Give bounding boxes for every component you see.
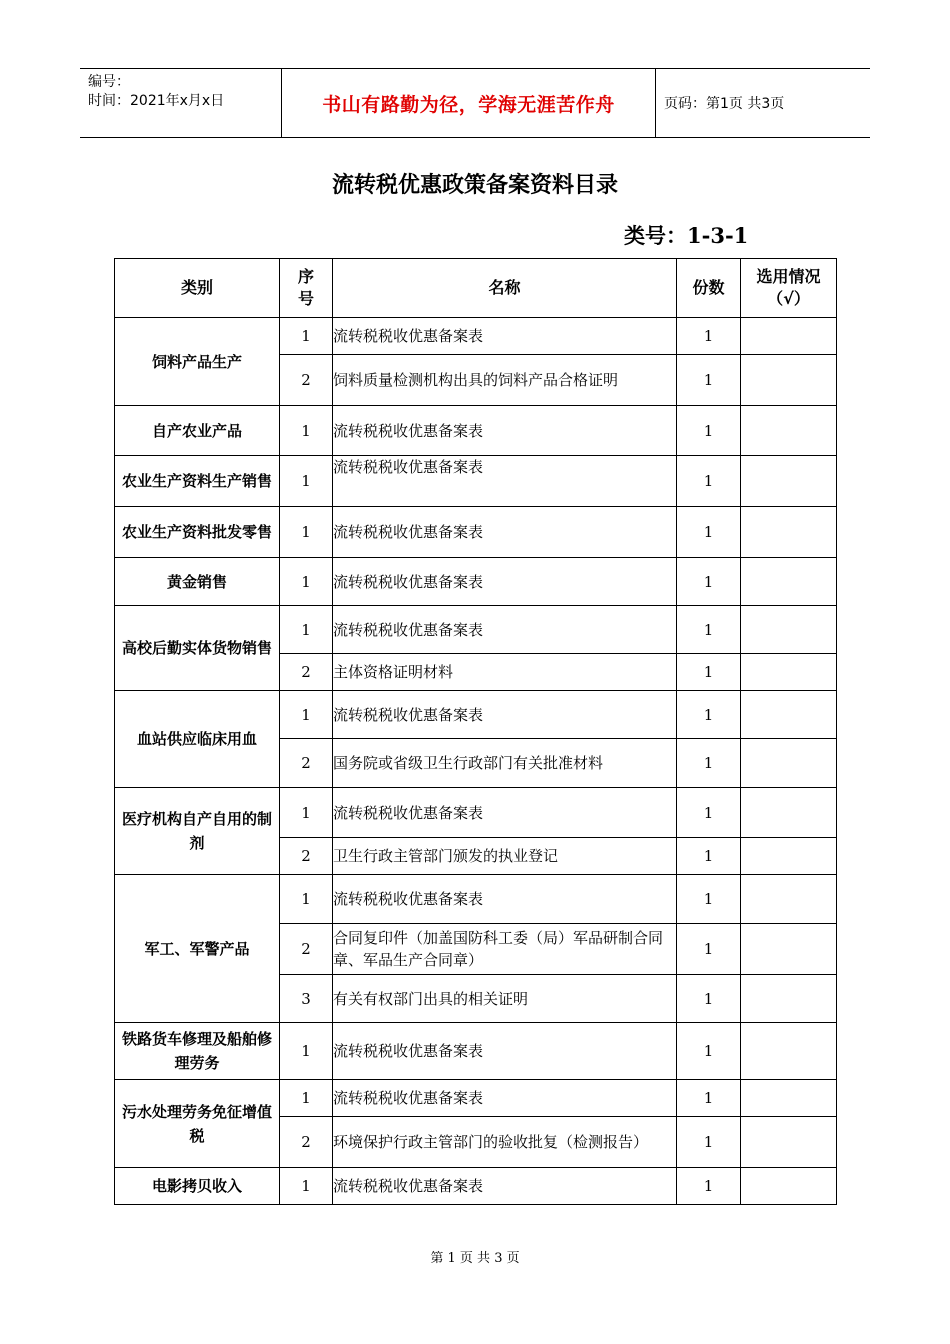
category-cell: 污水处理劳务免征增值税 <box>115 1080 280 1168</box>
copies-cell: 1 <box>677 558 741 606</box>
copies-cell: 1 <box>677 507 741 558</box>
selected-cell[interactable] <box>741 654 837 691</box>
copies-cell: 1 <box>677 1023 741 1080</box>
header-meta <box>80 69 281 137</box>
seq-cell: 1 <box>280 1023 333 1080</box>
seq-cell: 3 <box>280 975 333 1023</box>
selected-cell[interactable] <box>741 739 837 788</box>
table-row <box>115 406 837 456</box>
name-cell: 国务院或省级卫生行政部门有关批准材料 <box>333 739 677 788</box>
name-cell: 流转税税收优惠备案表 <box>333 1023 677 1080</box>
table-row <box>115 318 837 355</box>
table-row <box>115 606 837 654</box>
seq-cell: 1 <box>280 507 333 558</box>
header-page-info: 页码：第1页 共3页 <box>664 96 785 112</box>
seq-cell: 1 <box>280 406 333 456</box>
selected-cell[interactable] <box>741 507 837 558</box>
table-row <box>115 507 837 558</box>
copies-cell: 1 <box>677 318 741 355</box>
name-cell: 流转税税收优惠备案表 <box>333 318 677 355</box>
seq-cell: 2 <box>280 838 333 875</box>
name-cell: 流转税税收优惠备案表 <box>333 875 677 924</box>
table-row <box>115 558 837 606</box>
seq-cell: 1 <box>280 1168 333 1205</box>
selected-cell[interactable] <box>741 406 837 456</box>
document-title: 流转税优惠政策备案资料目录 <box>331 172 618 198</box>
copies-cell: 1 <box>677 355 741 406</box>
name-cell: 流转税税收优惠备案表 <box>333 788 677 838</box>
copies-cell: 1 <box>677 975 741 1023</box>
selected-cell[interactable] <box>741 456 837 507</box>
selected-cell[interactable] <box>741 1117 837 1168</box>
seq-cell: 1 <box>280 691 333 739</box>
name-cell: 主体资格证明材料 <box>333 654 677 691</box>
copies-cell: 1 <box>677 691 741 739</box>
category-cell: 农业生产资料生产销售 <box>115 456 280 507</box>
name-cell: 流转税税收优惠备案表 <box>333 1168 677 1205</box>
name-cell: 合同复印件（加盖国防科工委（局）军品研制合同章、军品生产合同章） <box>333 924 677 975</box>
category-cell: 铁路货车修理及船舶修理劳务 <box>115 1023 280 1080</box>
selected-cell[interactable] <box>741 975 837 1023</box>
header-seq <box>280 259 333 318</box>
category-cell: 电影拷贝收入 <box>115 1168 280 1205</box>
copies-cell: 1 <box>677 654 741 691</box>
name-cell: 流转税税收优惠备案表 <box>333 1080 677 1117</box>
table-row <box>115 875 837 924</box>
header-selected-label: 选用情况（√） <box>756 267 821 308</box>
copies-cell: 1 <box>677 456 741 507</box>
category-cell: 军工、军警产品 <box>115 875 280 1023</box>
seq-cell: 2 <box>280 355 333 406</box>
category-cell: 黄金销售 <box>115 558 280 606</box>
selected-cell[interactable] <box>741 1023 837 1080</box>
selected-cell[interactable] <box>741 1080 837 1117</box>
selected-cell[interactable] <box>741 558 837 606</box>
seq-cell: 2 <box>280 924 333 975</box>
name-cell: 流转税税收优惠备案表 <box>333 456 677 507</box>
selected-cell[interactable] <box>741 838 837 875</box>
selected-cell[interactable] <box>741 355 837 406</box>
seq-cell: 1 <box>280 875 333 924</box>
seq-cell: 1 <box>280 788 333 838</box>
name-cell: 流转税税收优惠备案表 <box>333 606 677 654</box>
header-category: 类别 <box>115 259 280 318</box>
seq-cell: 2 <box>280 654 333 691</box>
header-copies: 份数 <box>677 259 741 318</box>
table-header-row <box>115 259 837 318</box>
page-header <box>80 68 870 138</box>
header-motto: 书山有路勤为径，学海无涯苦作舟 <box>281 69 656 137</box>
number-label: 编号： <box>88 74 130 90</box>
header-seq-label: 序号 <box>297 267 314 308</box>
selected-cell[interactable] <box>741 606 837 654</box>
copies-cell: 1 <box>677 788 741 838</box>
copies-cell: 1 <box>677 1168 741 1205</box>
table-row <box>115 1168 837 1205</box>
copies-cell: 1 <box>677 924 741 975</box>
filing-materials-table <box>114 258 837 1205</box>
category-cell: 自产农业产品 <box>115 406 280 456</box>
time-label: 时间：2021年x月x日 <box>88 93 225 109</box>
name-cell: 流转税税收优惠备案表 <box>333 558 677 606</box>
name-cell: 有关有权部门出具的相关证明 <box>333 975 677 1023</box>
copies-cell: 1 <box>677 1117 741 1168</box>
seq-cell: 2 <box>280 739 333 788</box>
selected-cell[interactable] <box>741 318 837 355</box>
copies-cell: 1 <box>677 1080 741 1117</box>
seq-cell: 1 <box>280 318 333 355</box>
selected-cell[interactable] <box>741 875 837 924</box>
header-name: 名称 <box>333 259 677 318</box>
copies-cell: 1 <box>677 875 741 924</box>
selected-cell[interactable] <box>741 924 837 975</box>
category-number: 类号：1-3-1 <box>624 223 749 248</box>
selected-cell[interactable] <box>741 788 837 838</box>
name-cell: 流转税税收优惠备案表 <box>333 691 677 739</box>
category-cell: 农业生产资料批发零售 <box>115 507 280 558</box>
name-cell: 流转税税收优惠备案表 <box>333 406 677 456</box>
copies-cell: 1 <box>677 606 741 654</box>
table-row <box>115 1023 837 1080</box>
name-cell: 流转税税收优惠备案表 <box>333 507 677 558</box>
name-cell: 卫生行政主管部门颁发的执业登记 <box>333 838 677 875</box>
seq-cell: 1 <box>280 1080 333 1117</box>
seq-cell: 1 <box>280 606 333 654</box>
category-cell: 血站供应临床用血 <box>115 691 280 788</box>
seq-cell: 1 <box>280 558 333 606</box>
category-cell: 医疗机构自产自用的制剂 <box>115 788 280 875</box>
table-row <box>115 691 837 739</box>
seq-cell: 1 <box>280 456 333 507</box>
category-cell: 高校后勤实体货物销售 <box>115 606 280 691</box>
page-footer: 第 1 页 共 3 页 <box>430 1251 520 1266</box>
name-cell: 饲料质量检测机构出具的饲料产品合格证明 <box>333 355 677 406</box>
name-cell: 环境保护行政主管部门的验收批复（检测报告） <box>333 1117 677 1168</box>
category-cell: 饲料产品生产 <box>115 318 280 406</box>
selected-cell[interactable] <box>741 691 837 739</box>
table-row <box>115 788 837 838</box>
table-row <box>115 1080 837 1117</box>
seq-cell: 2 <box>280 1117 333 1168</box>
selected-cell[interactable] <box>741 1168 837 1205</box>
copies-cell: 1 <box>677 838 741 875</box>
copies-cell: 1 <box>677 406 741 456</box>
copies-cell: 1 <box>677 739 741 788</box>
table-row <box>115 456 837 507</box>
header-selected <box>741 259 837 318</box>
